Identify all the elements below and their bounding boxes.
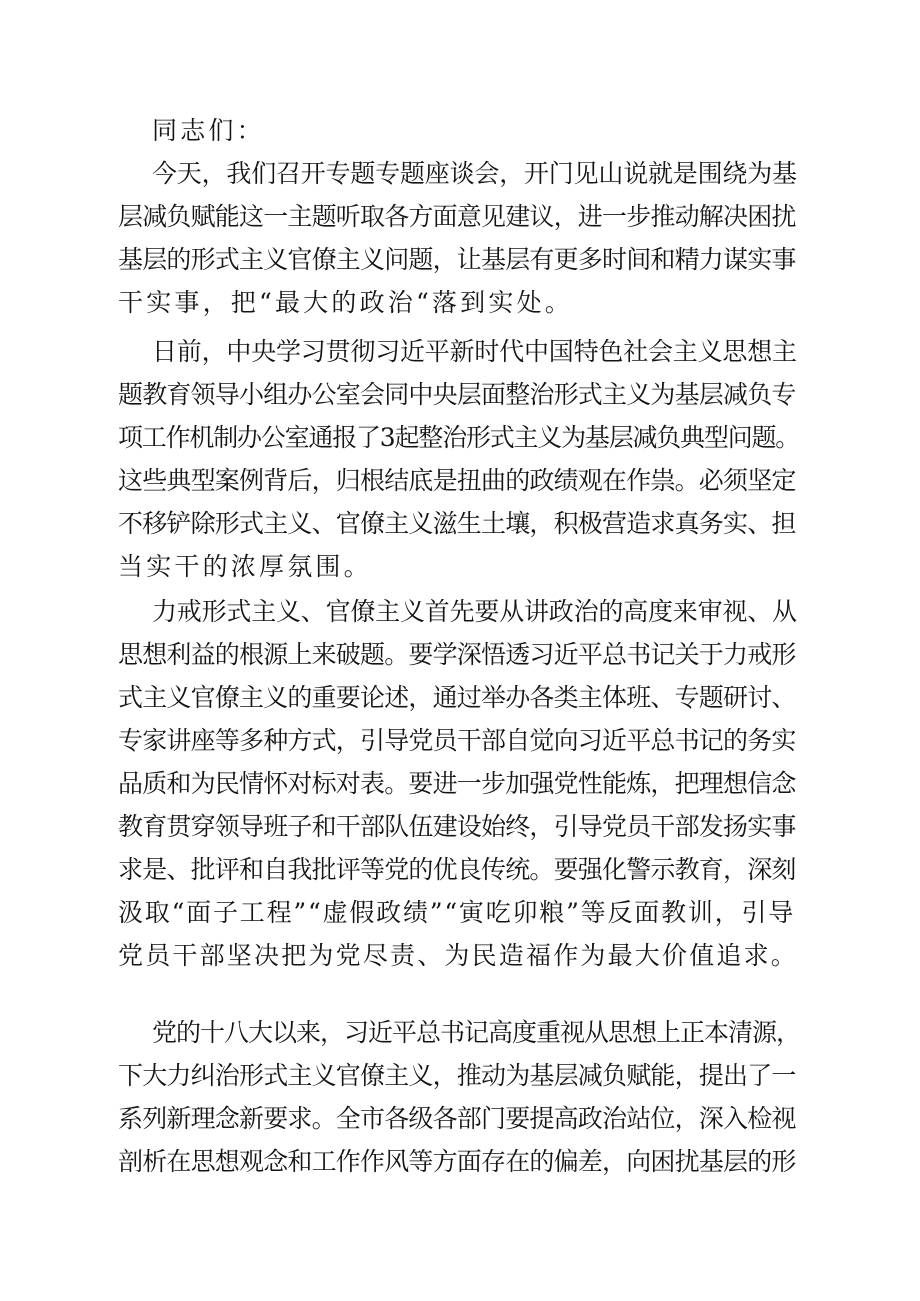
paragraph-2-line-2: 题教育领导小组办公室会同中央层面整治形式主义为基层减负专 (118, 380, 796, 409)
paragraph-4-line-3: 系列新理念新要求。全市各级各部门要提高政治站位，深入检视 (118, 1104, 796, 1133)
salutation: 同志们： (152, 116, 265, 145)
paragraph-1-line-3: 基层的形式主义官僚主义问题，让基层有更多时间和精力谋实事 (118, 245, 796, 274)
paragraph-2-line-3: 项工作机制办公室通报了3起整治形式主义为基层减负典型问题。 (118, 423, 800, 452)
paragraph-4-line-2: 下大力纠治形式主义官僚主义，推动为基层减负赋能，提出了一 (118, 1061, 796, 1090)
paragraph-3-line-5: 品质和为民情怀对标对表。要进一步加强党性能炼，把理想信念 (118, 769, 796, 798)
paragraph-3-line-8: 汲取“面子工程”“虚假政绩”“寅吃卯粮”等反面教训，引导 (118, 898, 796, 927)
paragraph-3-line-7: 求是、批评和自我批评等党的优良传统。要强化警示教育，深刻 (118, 855, 796, 884)
paragraph-2-line-5: 不移铲除形式主义、官僚主义滋生土壤，积极营造求真务实、担 (118, 509, 796, 538)
paragraph-4-line-1: 党的十八大以来，习近平总书记高度重视从思想上正本清源， (152, 1018, 801, 1047)
paragraph-3-line-9: 党员干部坚决把为党尽责、为民造福作为最大价值追求。 (118, 941, 799, 970)
paragraph-1-line-1: 今天，我们召开专题专题座谈会，开门见山说就是围绕为基 (152, 159, 797, 188)
paragraph-2-line-1: 日前，中央学习贯彻习近平新时代中国特色社会主义思想主 (152, 337, 797, 366)
paragraph-1-line-2: 层减负赋能这一主题听取各方面意见建议，进一步推动解决困扰 (118, 202, 796, 231)
paragraph-3-line-6: 教育贯穿领导班子和干部队伍建设始终，引导党员干部发扬实事 (118, 812, 796, 841)
paragraph-4-line-4: 剖析在思想观念和工作作风等方面存在的偏差，向困扰基层的形 (118, 1147, 796, 1176)
paragraph-2-line-4: 这些典型案例背后，归根结底是扭曲的政绩观在作祟。必须坚定 (118, 466, 796, 495)
paragraph-1-line-4: 干实事，把“最大的政治“落到实处。 (118, 288, 573, 317)
paragraph-3-line-4: 专家讲座等多种方式，引导党员干部自觉向习近平总书记的务实 (118, 726, 796, 755)
paragraph-2-line-6: 当实干的浓厚氛围。 (118, 552, 372, 581)
paragraph-3-line-1: 力戒形式主义、官僚主义首先要从讲政治的高度来审视、从 (152, 597, 797, 626)
paragraph-3-line-2: 思想利益的根源上来破题。要学深悟透习近平总书记关于力戒形 (118, 640, 796, 669)
paragraph-3-line-3: 式主义官僚主义的重要论述，通过举办各类主体班、专题研讨、 (118, 683, 796, 712)
